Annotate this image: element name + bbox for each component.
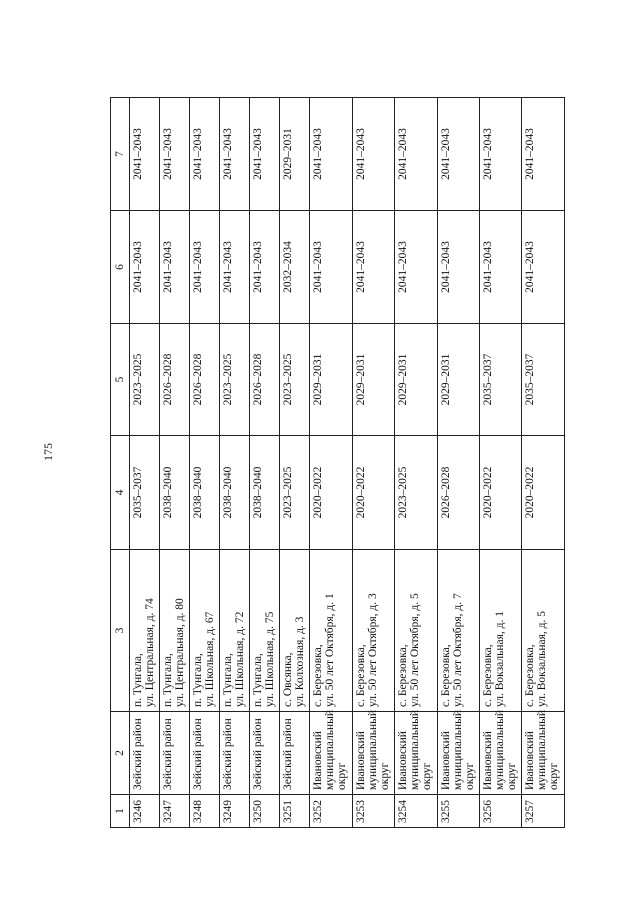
period-col-6-cell: 2041–2043: [250, 211, 280, 324]
period-col-4-cell: 2020–2022: [352, 436, 394, 550]
column-header: 7: [111, 98, 130, 211]
period-col-5-cell: 2029–2031: [437, 324, 479, 436]
table-row: [250, 98, 280, 828]
period-col-4-cell: 2038–2040: [220, 436, 250, 550]
column-header: 2: [111, 712, 130, 795]
row-number-cell: 3252: [310, 795, 352, 828]
period-col-7-cell: 2041–2043: [190, 98, 220, 211]
district-cell: Зейский район: [220, 712, 250, 795]
table-row: [480, 98, 522, 828]
table-row: [437, 98, 479, 828]
table-row: [130, 98, 160, 828]
row-number-cell: 3247: [160, 795, 190, 828]
address-cell: п. Тунгала, ул. Школьная, д. 67: [190, 550, 220, 712]
period-col-4-cell: 2038–2040: [250, 436, 280, 550]
row-number-cell: 3251: [280, 795, 310, 828]
row-number-cell: 3254: [395, 795, 437, 828]
period-col-4-cell: 2035–2037: [130, 436, 160, 550]
row-number-cell: 3248: [190, 795, 220, 828]
period-col-5-cell: 2029–2031: [395, 324, 437, 436]
table-row: [160, 98, 190, 828]
table-row: [352, 98, 394, 828]
data-table: [110, 97, 565, 828]
address-cell: с. Березовка, ул. 50 лет Октября, д. 5: [395, 550, 437, 712]
period-col-6-cell: 2041–2043: [437, 211, 479, 324]
district-cell: Ивановский муниципальный округ: [310, 712, 352, 795]
period-col-5-cell: 2026–2028: [160, 324, 190, 436]
address-cell: п. Тунгала, ул. Школьная, д. 75: [250, 550, 280, 712]
district-cell: Ивановский муниципальный округ: [395, 712, 437, 795]
district-cell: Зейский район: [280, 712, 310, 795]
address-cell: с. Березовка, ул. Вокзальная, д. 5: [522, 550, 565, 712]
period-col-7-cell: 2041–2043: [160, 98, 190, 211]
period-col-4-cell: 2020–2022: [522, 436, 565, 550]
period-col-6-cell: 2041–2043: [395, 211, 437, 324]
header-row: [111, 98, 130, 828]
period-col-6-cell: 2041–2043: [190, 211, 220, 324]
period-col-7-cell: 2041–2043: [220, 98, 250, 211]
period-col-5-cell: 2029–2031: [352, 324, 394, 436]
period-col-6-cell: 2041–2043: [160, 211, 190, 324]
period-col-4-cell: 2026–2028: [437, 436, 479, 550]
district-cell: Зейский район: [250, 712, 280, 795]
period-col-5-cell: 2035–2037: [522, 324, 565, 436]
table-row: [220, 98, 250, 828]
district-cell: Зейский район: [190, 712, 220, 795]
period-col-6-cell: 2041–2043: [480, 211, 522, 324]
table-row: [522, 98, 565, 828]
period-col-6-cell: 2041–2043: [310, 211, 352, 324]
period-col-4-cell: 2038–2040: [190, 436, 220, 550]
column-header: 6: [111, 211, 130, 324]
period-col-7-cell: 2041–2043: [310, 98, 352, 211]
address-cell: с. Березовка, ул. 50 лет Октября, д. 1: [310, 550, 352, 712]
row-number-cell: 3255: [437, 795, 479, 828]
period-col-4-cell: 2038–2040: [160, 436, 190, 550]
row-number-cell: 3249: [220, 795, 250, 828]
column-header: 4: [111, 436, 130, 550]
address-cell: с. Березовка, ул. 50 лет Октября, д. 3: [352, 550, 394, 712]
period-col-5-cell: 2026–2028: [190, 324, 220, 436]
district-cell: Ивановский муниципальный округ: [352, 712, 394, 795]
address-cell: с. Березовка, ул. Вокзальная, д. 1: [480, 550, 522, 712]
period-col-5-cell: 2029–2031: [310, 324, 352, 436]
period-col-5-cell: 2023–2025: [130, 324, 160, 436]
table-row: [395, 98, 437, 828]
district-cell: Ивановский муниципальный округ: [480, 712, 522, 795]
rotated-table-container: [110, 98, 565, 828]
district-cell: Зейский район: [160, 712, 190, 795]
table-row: [190, 98, 220, 828]
period-col-4-cell: 2023–2025: [395, 436, 437, 550]
period-col-6-cell: 2032–2034: [280, 211, 310, 324]
period-col-4-cell: 2023–2025: [280, 436, 310, 550]
period-col-4-cell: 2020–2022: [310, 436, 352, 550]
table-row: [310, 98, 352, 828]
page-number: 175: [41, 443, 55, 461]
period-col-5-cell: 2023–2025: [280, 324, 310, 436]
row-number-cell: 3246: [130, 795, 160, 828]
period-col-7-cell: 2041–2043: [250, 98, 280, 211]
period-col-4-cell: 2020–2022: [480, 436, 522, 550]
table-body: [130, 98, 565, 828]
column-header: 1: [111, 795, 130, 828]
period-col-6-cell: 2041–2043: [352, 211, 394, 324]
period-col-7-cell: 2041–2043: [522, 98, 565, 211]
period-col-7-cell: 2041–2043: [352, 98, 394, 211]
period-col-7-cell: 2041–2043: [480, 98, 522, 211]
period-col-5-cell: 2026–2028: [250, 324, 280, 436]
column-header: 3: [111, 550, 130, 712]
row-number-cell: 3250: [250, 795, 280, 828]
address-cell: с. Овсянка, ул. Колхозная, д. 3: [280, 550, 310, 712]
period-col-5-cell: 2035–2037: [480, 324, 522, 436]
period-col-7-cell: 2029–2031: [280, 98, 310, 211]
period-col-5-cell: 2023–2025: [220, 324, 250, 436]
address-cell: п. Тунгала, ул. Школьная, д. 72: [220, 550, 250, 712]
table-row: [280, 98, 310, 828]
period-col-7-cell: 2041–2043: [395, 98, 437, 211]
district-cell: Ивановский муниципальный округ: [437, 712, 479, 795]
address-cell: с. Березовка, ул. 50 лет Октября, д. 7: [437, 550, 479, 712]
district-cell: Зейский район: [130, 712, 160, 795]
row-number-cell: 3257: [522, 795, 565, 828]
district-cell: Ивановский муниципальный округ: [522, 712, 565, 795]
period-col-6-cell: 2041–2043: [130, 211, 160, 324]
period-col-7-cell: 2041–2043: [437, 98, 479, 211]
period-col-6-cell: 2041–2043: [522, 211, 565, 324]
address-cell: п. Тунгала, ул. Центральная, д. 74: [130, 550, 160, 712]
row-number-cell: 3253: [352, 795, 394, 828]
period-col-7-cell: 2041–2043: [130, 98, 160, 211]
column-header: 5: [111, 324, 130, 436]
row-number-cell: 3256: [480, 795, 522, 828]
period-col-6-cell: 2041–2043: [220, 211, 250, 324]
address-cell: п. Тунгала, ул. Центральная, д. 80: [160, 550, 190, 712]
